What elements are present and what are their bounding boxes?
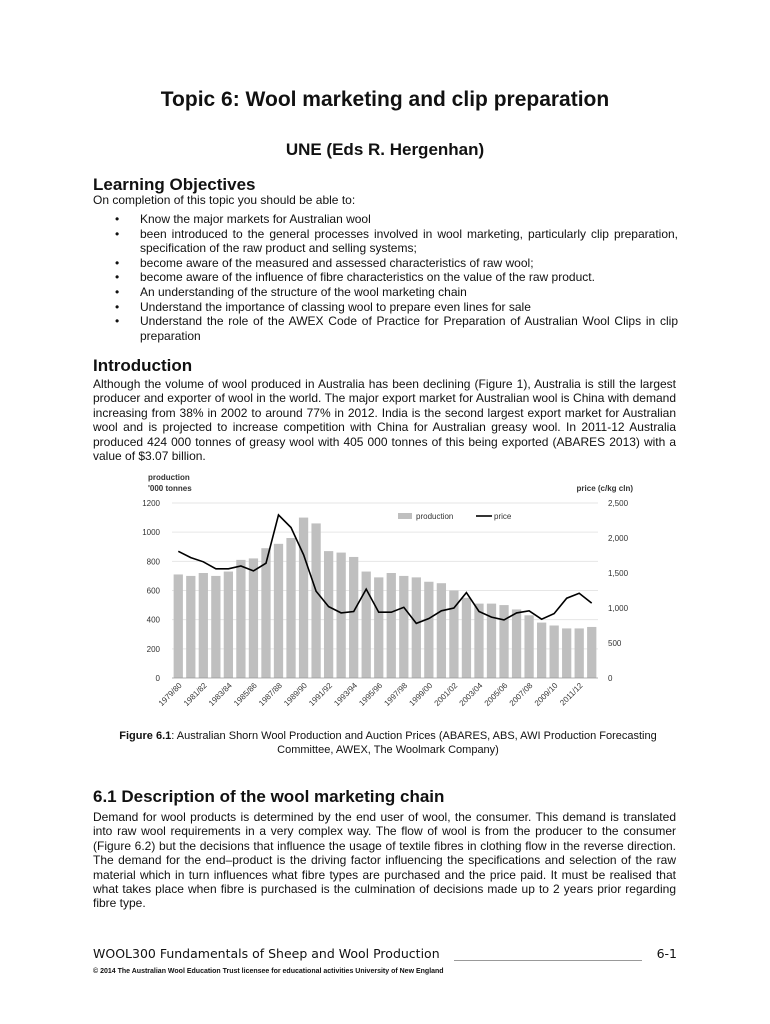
production-bar [399,576,408,678]
objective-item: • Know the major markets for Australian wool [112,212,678,227]
x-tick-label: 2001/02 [432,681,460,708]
x-tick-label: 2005/06 [482,681,510,708]
production-bar [537,623,546,678]
x-tick-label: 1991/92 [307,681,335,708]
production-bar [462,598,471,678]
learning-objectives-heading: Learning Objectives [93,175,256,194]
y2-axis-title: price (c/kg cln) [576,484,633,493]
x-tick-label: 2007/08 [507,681,535,708]
legend-swatch-production [398,513,412,519]
production-bar [562,628,571,678]
x-tick-label: 1981/82 [181,681,209,708]
y-tick-label: 400 [146,615,160,625]
x-tick-label: 1995/96 [357,681,385,708]
introduction-paragraph: Although the volume of wool produced in Australia has been declining (Figure 1), Australia is still the largest producer and exporter of wool in the world. The major export market for Australian wool is China with demand increasing from 38% in 2002 to around 77% in 2012. India is the second largest export market for Australian wool and is projected to increase competition with China for Australian greasy wool. In 2011-12 Australia produced 424 000 tonnes of greasy wool with 405 000 tonnes of this being exported (ABARES 2013) with a value of $3.07 billion. [93,377,676,464]
footer-rule [454,960,642,961]
production-bar [299,518,308,678]
production-bar [499,605,508,678]
production-bar [224,572,233,678]
copyright-notice: © 2014 The Australian Wool Education Trust licensee for educational activities University of New England [93,968,444,975]
figure-caption-text: : Australian Shorn Wool Production and Auction Prices (ABARES, ABS, AWI Production Forecasting Committee, AWEX, The Woolmark Company) [171,730,657,756]
section-heading: 6.1 Description of the wool marketing chain [93,787,445,806]
production-bar [211,576,220,678]
y-tick-label: 0 [155,674,160,683]
y2-tick-label: 500 [608,639,622,648]
production-bar [412,577,421,678]
y2-tick-label: 2,000 [608,534,629,543]
production-bar [261,548,270,678]
production-bar [311,523,320,678]
production-bar [349,557,358,678]
production-bar [575,628,584,678]
objective-item: • become aware of the influence of fibre characteristics on the value of the raw product. [112,270,678,285]
x-tick-label: 1985/86 [232,681,259,708]
y2-tick-label: 2,500 [608,499,629,508]
y2-tick-label: 1,000 [608,604,629,613]
wool-production-price-chart [80,468,640,730]
production-bar [524,615,533,678]
page-number: 6-1 [656,946,677,961]
footer-course-title: WOOL300 Fundamentals of Sheep and Wool Production [93,946,440,961]
y2-tick-label: 0 [608,674,613,683]
y-tick-label: 1200 [142,499,160,508]
production-bar [236,560,245,678]
x-tick-label: 1989/90 [282,681,309,708]
x-tick-label: 2003/04 [457,681,485,708]
learning-objectives-intro: On completion of this topic you should be able to: [93,193,356,207]
y-tick-label: 800 [146,557,160,567]
production-bar [274,544,283,678]
production-bar [512,609,521,678]
page-footer [93,946,677,964]
y-tick-label: 600 [146,586,160,596]
introduction-heading: Introduction [93,356,193,375]
x-tick-label: 1993/94 [332,681,360,708]
page-title: Topic 6: Wool marketing and clip preparation [160,88,610,111]
x-tick-label: 1997/98 [382,681,410,708]
y-axis-title: production [148,473,190,482]
production-bar [387,573,396,678]
production-bar [324,551,333,678]
y2-tick-label: 1,500 [608,569,629,578]
production-bar [374,577,383,678]
figure-label: Figure 6.1 [119,730,172,742]
objective-item: • been introduced to the general processes involved in wool marketing, particularly clip preparation, specification of the raw product and selling systems; [112,227,678,256]
production-bar [337,553,346,678]
x-tick-label: 1987/88 [257,681,284,708]
y-tick-label: 200 [146,644,160,654]
x-tick-label: 2009/10 [532,681,560,708]
production-bar [286,538,295,678]
y-tick-label: 1000 [142,528,160,538]
figure-caption [93,729,683,757]
production-bar [249,558,258,678]
production-bar [437,583,446,678]
y-axis-unit: '000 tonnes [148,484,192,493]
production-bar [550,626,559,679]
production-bar [587,627,596,678]
x-tick-label: 1983/84 [206,681,234,708]
objectives-list [112,212,678,343]
production-bar [474,604,483,678]
legend-label-price: price [494,512,512,521]
objective-item: • Understand the role of the AWEX Code of Practice for Preparation of Australian Wool Clips in clip preparation [112,314,678,343]
x-tick-label: 1999/00 [407,681,435,708]
production-bar [424,582,433,678]
production-bar [199,573,208,678]
page-subtitle: UNE (Eds R. Hergenhan) [285,140,485,159]
production-bar [186,576,195,678]
x-tick-label: 2011/12 [558,681,585,708]
objective-item: • An understanding of the structure of the wool marketing chain [112,285,678,300]
objective-item: • become aware of the measured and assessed characteristics of raw wool; [112,256,678,271]
x-tick-label: 1979/80 [156,681,184,708]
legend-label-production: production [416,512,454,521]
objective-item: • Understand the importance of classing wool to prepare even lines for sale [112,300,678,315]
production-bar [174,574,183,678]
section-paragraph: Demand for wool products is determined by the end user of wool, the consumer. This demand is translated into raw wool requirements in a very complex way. The flow of wool is from the producer to the consumer (Figure 6.2) but the decisions that influence the usage of textile fibres in clothing flow in the reverse direction. The demand for the end–product is the driving factor influencing the specifications and selection of the raw material which in turn influences what fibre types are purchased and the price paid. It must be realised that what takes place when fibre is purchased is the culmination of decisions made up to 2 years prior regarding fibre type. [93,810,676,911]
